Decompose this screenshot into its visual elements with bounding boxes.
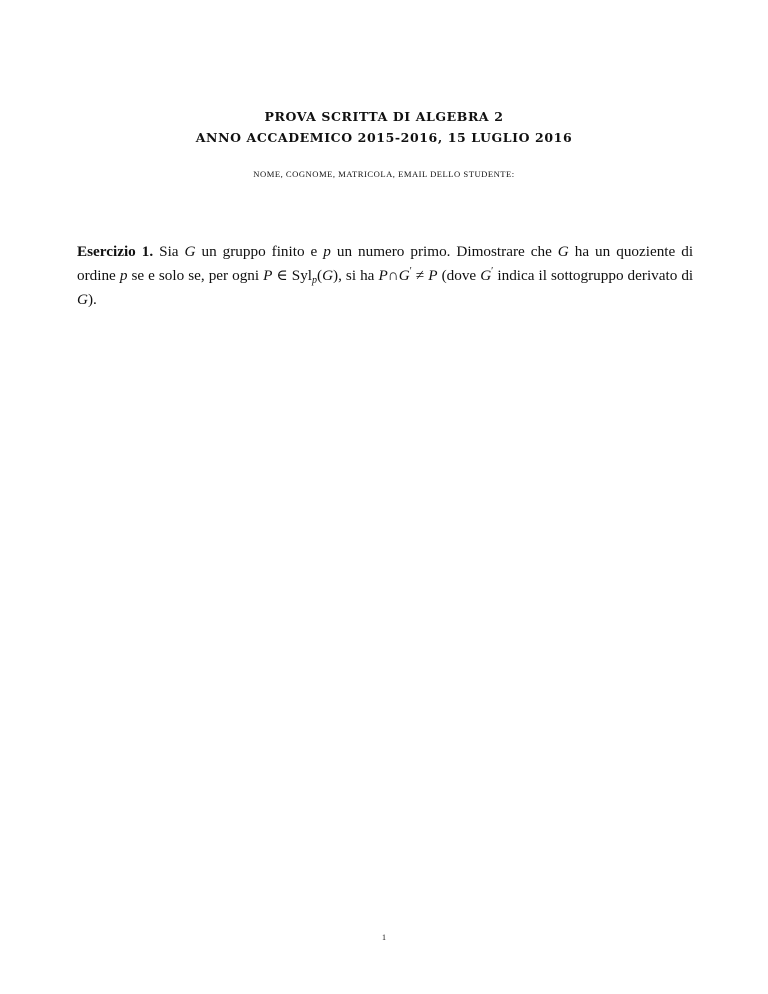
math-intersection — [378, 267, 411, 284]
exercise-text: un numero primo. Dimostrare che — [336, 243, 552, 260]
math-derived-subgroup — [480, 267, 493, 284]
math-syl — [292, 267, 338, 284]
exam-title: PROVA SCRITTA DI ALGEBRA 2 — [264, 109, 504, 124]
math-P: P — [378, 267, 388, 284]
math-P: P — [428, 267, 438, 284]
exercise-text: Sia — [159, 243, 179, 260]
math-G: G — [77, 291, 88, 308]
exam-header — [0, 106, 768, 148]
exercise-text: se e solo se, per ogni — [131, 267, 260, 284]
math-p: p — [119, 267, 128, 284]
exercise-text: indica il sottogruppo derivato di — [497, 267, 694, 284]
exercise-text: un gruppo finito e — [201, 243, 318, 260]
math-G: G — [557, 243, 569, 260]
exercise-1 — [77, 240, 693, 312]
math-paren: ) — [333, 267, 339, 284]
math-prime: ′ — [409, 266, 412, 277]
math-cap: ∩ — [387, 267, 399, 284]
page-number: 1 — [382, 933, 386, 942]
math-neq: ≠ — [415, 267, 425, 284]
math-paren: ( — [317, 267, 323, 284]
math-G: G — [480, 267, 492, 284]
math-p: p — [323, 243, 331, 260]
math-G: G — [184, 243, 196, 260]
exercise-text: (dove — [441, 267, 477, 284]
exercise-label: Esercizio 1. — [77, 243, 154, 260]
math-in: ∈ — [276, 267, 288, 284]
student-info-line: NOME, COGNOME, MATRICOLA, EMAIL DELLO STUDENTE: — [253, 169, 515, 179]
math-prime: ′ — [491, 266, 494, 277]
exercise-text: , si ha — [338, 267, 375, 284]
math-syl-name: Syl — [291, 267, 313, 284]
math-G: G — [322, 267, 334, 284]
exam-date-line: ANNO ACCADEMICO 2015-2016, 15 LUGLIO 2016 — [195, 130, 573, 145]
exercise-text: ). — [87, 291, 97, 308]
math-G: G — [398, 267, 410, 284]
exercise-text: ha un quoziente di ordine — [77, 243, 694, 284]
math-syl-subscript: p — [312, 275, 318, 286]
math-P: P — [263, 267, 273, 284]
